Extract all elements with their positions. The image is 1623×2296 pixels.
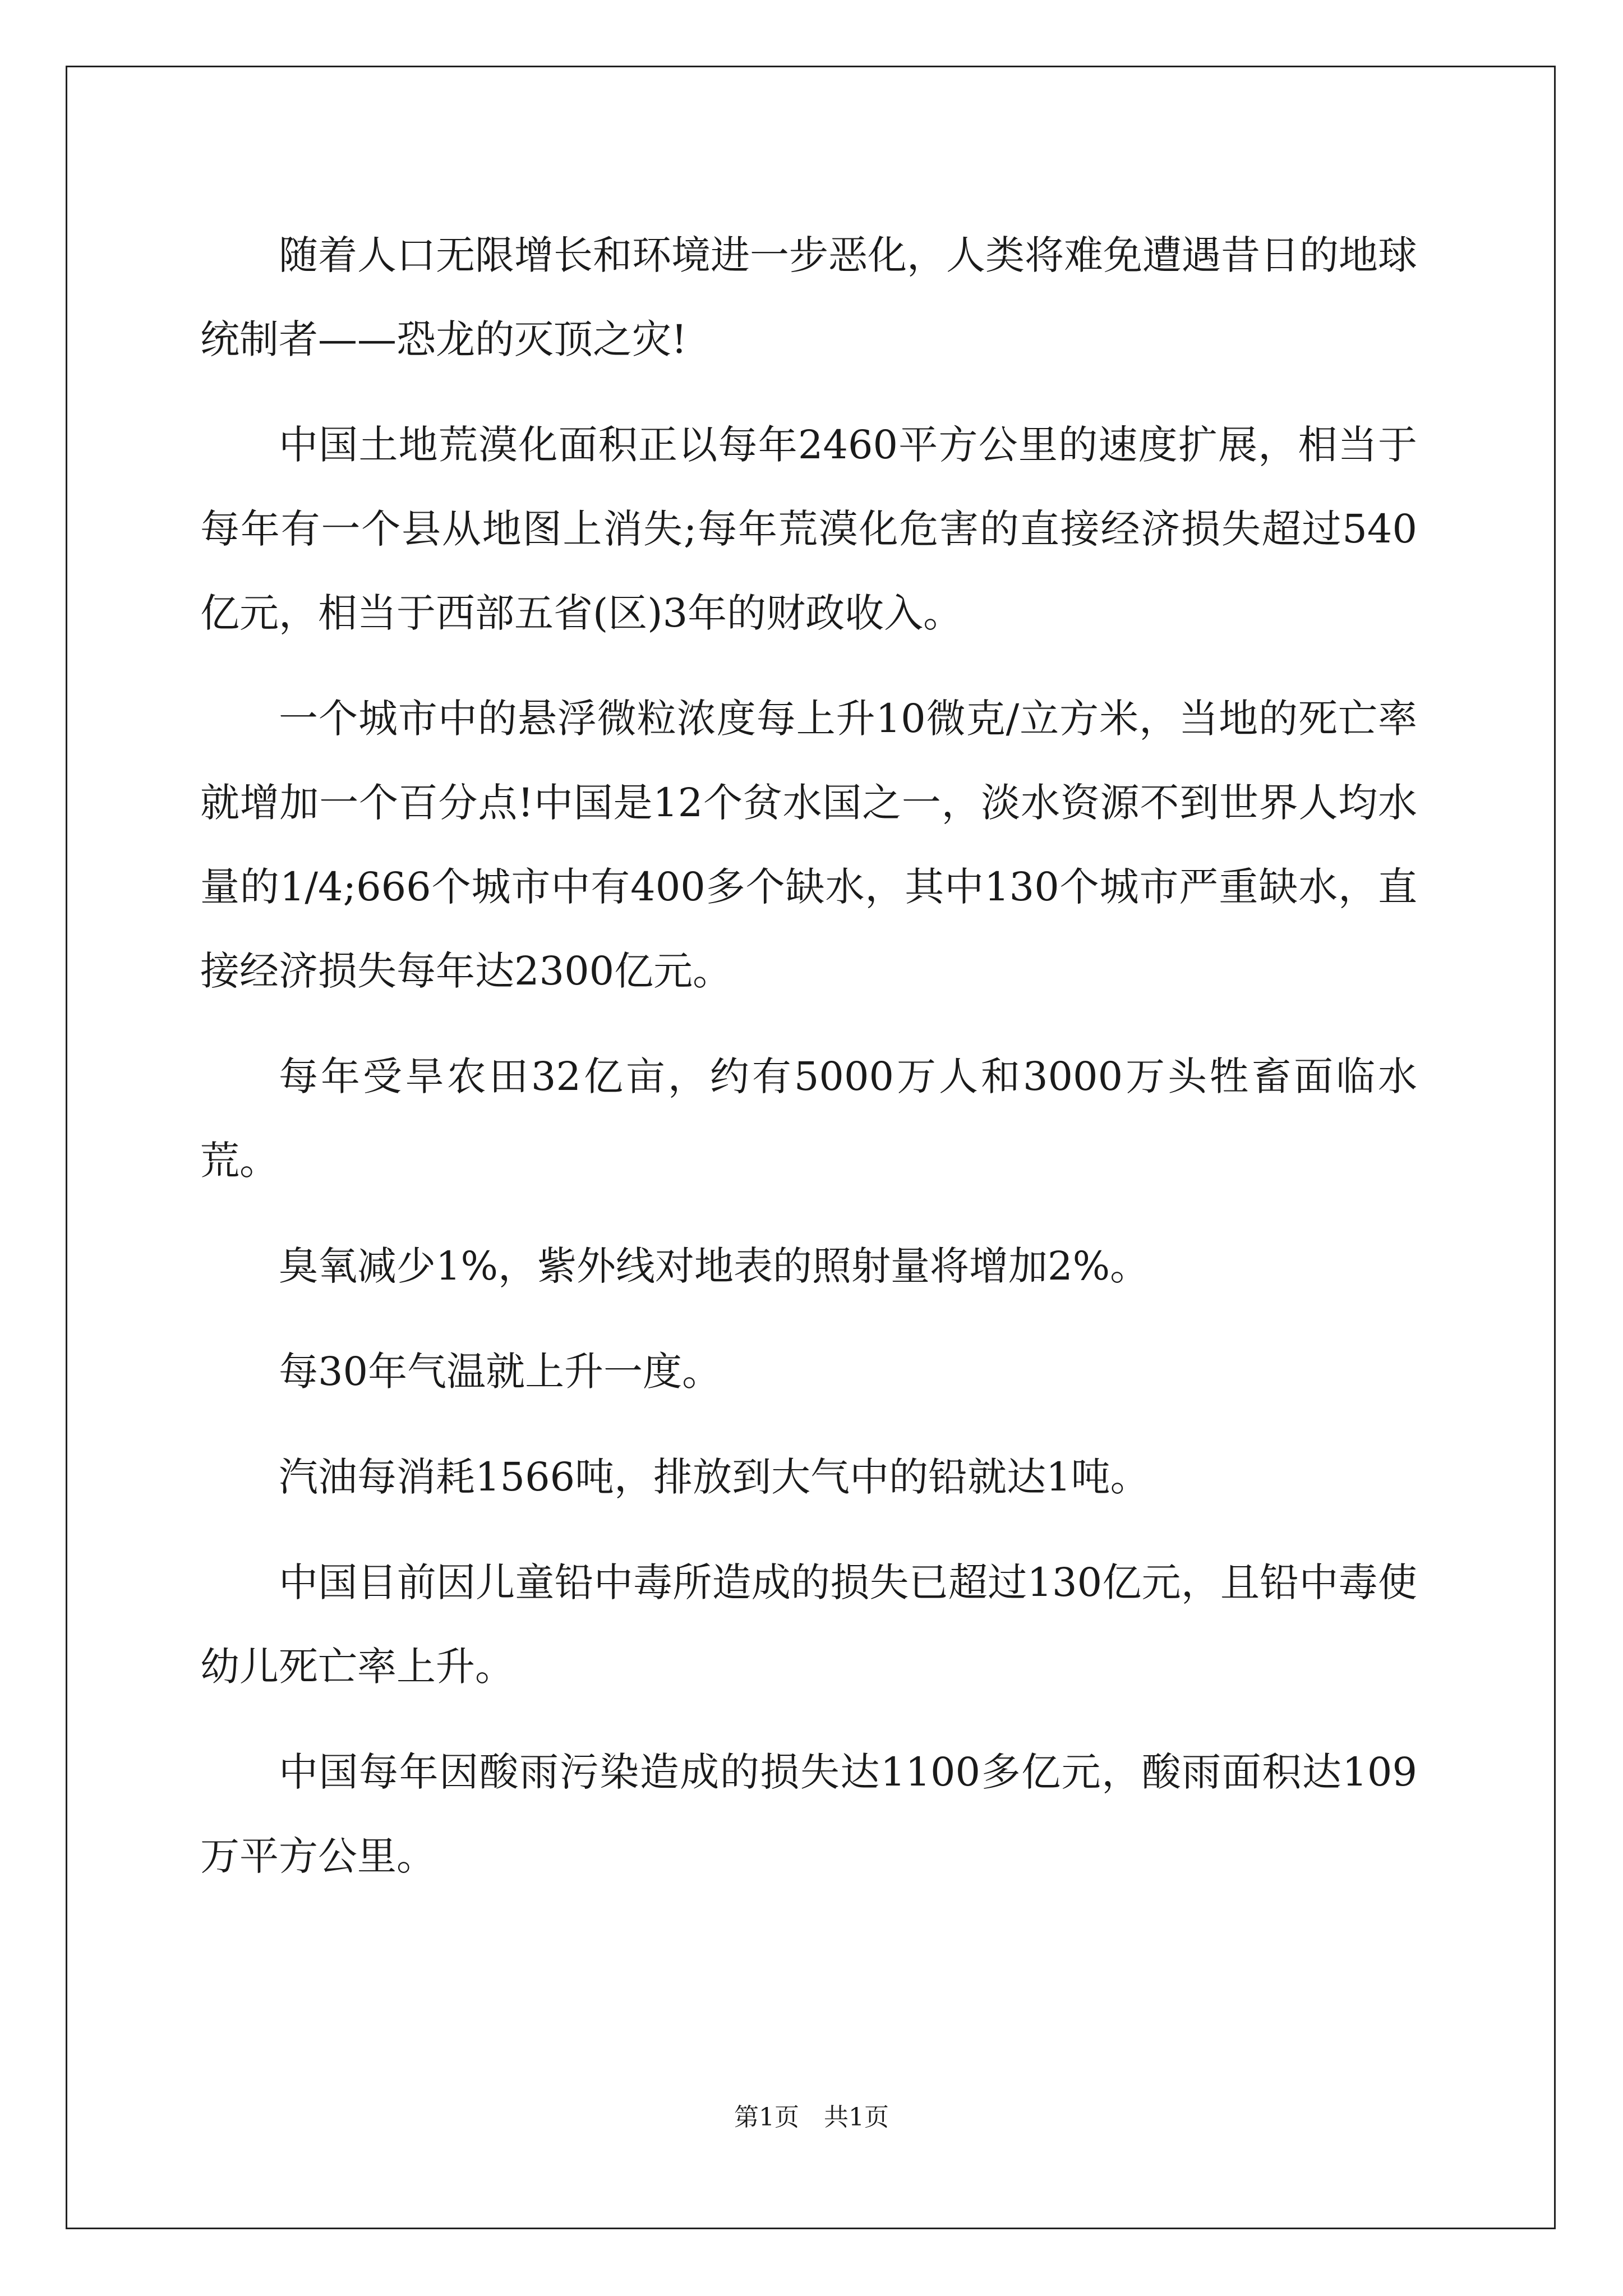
paragraph-4: 每年受旱农田32亿亩，约有5000万人和3000万头牲畜面临水荒。: [200, 1053, 1417, 1184]
page-number-footer: 第1页 共1页: [734, 2103, 889, 2132]
paragraph-8: 中国目前因儿童铅中毒所造成的损失已超过130亿元，且铅中毒使幼儿死亡率上升。: [200, 1559, 1417, 1690]
paragraph-7: 汽油每消耗1566吨，排放到大气中的铅就达1吨。: [279, 1454, 1150, 1500]
paragraph-5: 臭氧减少1%，紫外线对地表的照射量将增加2%。: [279, 1243, 1150, 1289]
paragraph-2: 中国土地荒漠化面积正以每年2460平方公里的速度扩展，相当于每年有一个县从地图上消失;每年荒漠化危害的直接经济损失超过540亿元，相当于西部五省(区)3年的财政收入。: [200, 422, 1417, 636]
paragraph-6: 每30年气温就上升一度。: [279, 1349, 722, 1395]
paragraph-9: 中国每年因酸雨污染造成的损失达1100多亿元，酸雨面积达109万平方公里。: [200, 1749, 1417, 1879]
paragraph-3: 一个城市中的悬浮微粒浓度每上升10微克/立方米，当地的死亡率就增加一个百分点!中国是12个贫水国之一，淡水资源不到世界人均水量的1/4;666个城市中有400多个缺水，其中130个城市严重缺水，直接经济损失每年达2300亿元。: [200, 696, 1417, 994]
paragraph-1: 随着人口无限增长和环境进一步恶化，人类将难免遭遇昔日的地球统制者——恐龙的灭顶之灾!: [200, 232, 1417, 362]
document-body: [200, 213, 1417, 1920]
